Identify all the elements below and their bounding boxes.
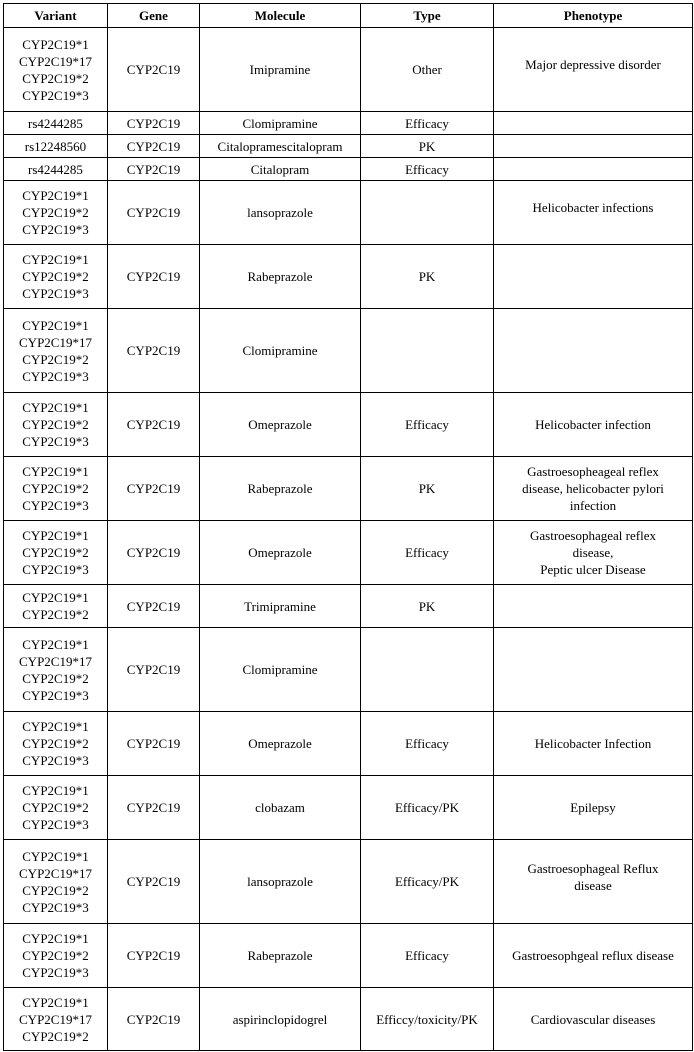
- cell-variant-line: CYP2C19*1: [22, 590, 89, 605]
- cell-molecule: Trimipramine: [200, 585, 361, 628]
- table-row: [4, 712, 693, 776]
- cell-phenotype-line: Gastroesophageal Reflux: [527, 861, 659, 876]
- table-row: [4, 521, 693, 585]
- cell-phenotype-line: disease: [574, 878, 612, 893]
- cell-molecule: Imipramine: [200, 28, 361, 112]
- table-row: [4, 776, 693, 840]
- cell-phenotype: [494, 181, 693, 245]
- cell-gene: CYP2C19: [108, 776, 200, 840]
- cell-molecule: Clomipramine: [200, 112, 361, 135]
- table-body: [4, 28, 693, 1051]
- cell-type: PK: [361, 457, 494, 521]
- cell-variant-line: CYP2C19*3: [22, 899, 89, 915]
- cell-phenotype: [494, 840, 693, 924]
- cell-molecule: Omeprazole: [200, 393, 361, 457]
- table-row: [4, 158, 693, 181]
- table-row: [4, 181, 693, 245]
- cell-phenotype-line: Epilepsy: [570, 800, 616, 815]
- cell-variant-line: CYP2C19*2: [22, 269, 89, 284]
- cell-phenotype: [494, 924, 693, 988]
- cell-variant-line: CYP2C19*1: [22, 994, 89, 1010]
- cell-type: PK: [361, 135, 494, 158]
- table-row: [4, 924, 693, 988]
- cell-type: Efficacy: [361, 112, 494, 135]
- cell-variant-line: CYP2C19*1: [22, 400, 89, 415]
- cell-phenotype-line: disease, helicobacter pylori: [522, 481, 664, 496]
- cell-variant-line: CYP2C19*17: [19, 53, 92, 69]
- cell-phenotype: [494, 393, 693, 457]
- cell-molecule: lansoprazole: [200, 181, 361, 245]
- cell-phenotype: [494, 712, 693, 776]
- cell-phenotype-line: disease,: [572, 545, 614, 560]
- table-row: [4, 628, 693, 712]
- cell-variant-line: CYP2C19*3: [22, 368, 89, 384]
- cell-type: Efficacy: [361, 158, 494, 181]
- cell-gene: CYP2C19: [108, 28, 200, 112]
- cell-type: Efficacy: [361, 712, 494, 776]
- cell-variant-line: CYP2C19*1: [22, 317, 89, 333]
- cell-variant-line: CYP2C19*2: [22, 545, 89, 560]
- cell-variant-line: CYP2C19*2: [22, 736, 89, 751]
- cell-molecule: Citalopram: [200, 158, 361, 181]
- cell-gene: CYP2C19: [108, 924, 200, 988]
- cell-variant-line: CYP2C19*2: [22, 948, 89, 963]
- cell-type: Efficacy/PK: [361, 776, 494, 840]
- cell-type: Other: [361, 28, 494, 112]
- table-row: [4, 457, 693, 521]
- cell-variant: [4, 28, 108, 112]
- cell-variant-line: rs4244285: [28, 161, 83, 177]
- cell-molecule: Citalopramescitalopram: [200, 135, 361, 158]
- cell-type: [361, 181, 494, 245]
- cell-gene: CYP2C19: [108, 988, 200, 1051]
- cell-variant: [4, 988, 108, 1051]
- table-row: [4, 585, 693, 628]
- cell-gene: CYP2C19: [108, 309, 200, 393]
- cell-molecule: lansoprazole: [200, 840, 361, 924]
- cell-variant: [4, 521, 108, 585]
- cell-variant-line: CYP2C19*3: [22, 434, 89, 449]
- cell-variant: [4, 457, 108, 521]
- cell-phenotype: [494, 776, 693, 840]
- table-row: [4, 988, 693, 1051]
- cell-variant-line: rs4244285: [28, 115, 83, 131]
- cell-variant-line: CYP2C19*1: [22, 636, 89, 652]
- cell-phenotype: [494, 158, 693, 181]
- cell-phenotype: [494, 628, 693, 712]
- cell-phenotype-line: Major depressive disorder: [525, 57, 661, 72]
- cell-phenotype-line: Helicobacter Infection: [534, 736, 652, 751]
- cell-phenotype-line: Helicobacter infection: [535, 417, 651, 432]
- cell-phenotype: [494, 521, 693, 585]
- cell-gene: CYP2C19: [108, 135, 200, 158]
- cell-type: Efficcy/toxicity/PK: [361, 988, 494, 1051]
- cell-variant-line: CYP2C19*1: [22, 783, 89, 798]
- cell-variant-line: CYP2C19*17: [19, 653, 92, 669]
- cell-phenotype-line: Gastroesophageal reflex: [530, 528, 656, 543]
- table-row: [4, 245, 693, 309]
- cell-variant: [4, 840, 108, 924]
- cell-variant-line: CYP2C19*2: [22, 417, 89, 432]
- table-row: [4, 309, 693, 393]
- cell-variant-line: CYP2C19*3: [22, 562, 89, 577]
- cell-type: Efficacy: [361, 924, 494, 988]
- cell-phenotype-line: Cardiovascular diseases: [530, 1011, 656, 1027]
- cell-variant: [4, 712, 108, 776]
- cell-type: [361, 628, 494, 712]
- cell-variant-line: CYP2C19*1: [22, 464, 89, 479]
- cell-phenotype-line: infection: [569, 498, 617, 513]
- cell-variant-line: CYP2C19*1: [22, 36, 89, 52]
- cell-variant-line: CYP2C19*3: [22, 498, 89, 513]
- cell-variant-line: CYP2C19*3: [22, 687, 89, 703]
- cell-molecule: Rabeprazole: [200, 457, 361, 521]
- cell-type: Efficacy: [361, 393, 494, 457]
- cell-variant: [4, 309, 108, 393]
- header-row: [4, 4, 693, 28]
- table-row: [4, 28, 693, 112]
- cell-molecule: clobazam: [200, 776, 361, 840]
- cell-variant-line: CYP2C19*2: [22, 70, 89, 86]
- cell-type: Efficacy: [361, 521, 494, 585]
- cell-phenotype: [494, 28, 693, 112]
- cell-variant-line: CYP2C19*17: [19, 865, 92, 881]
- cell-variant-line: CYP2C19*2: [22, 670, 89, 686]
- cell-variant-line: CYP2C19*2: [22, 205, 89, 220]
- cell-phenotype-line: Helicobacter infections: [532, 200, 654, 215]
- cell-variant-line: CYP2C19*3: [22, 87, 89, 103]
- cell-variant: [4, 924, 108, 988]
- cell-gene: CYP2C19: [108, 457, 200, 521]
- cell-gene: CYP2C19: [108, 628, 200, 712]
- cell-variant-line: CYP2C19*3: [22, 222, 89, 237]
- cell-variant-line: CYP2C19*3: [22, 817, 89, 832]
- cell-gene: CYP2C19: [108, 245, 200, 309]
- cell-variant-line: CYP2C19*1: [22, 848, 89, 864]
- cell-variant-line: CYP2C19*1: [22, 252, 89, 267]
- cell-type: PK: [361, 585, 494, 628]
- header-molecule: Molecule: [200, 4, 361, 28]
- cell-variant: [4, 112, 108, 135]
- cell-phenotype: [494, 135, 693, 158]
- cell-phenotype: [494, 585, 693, 628]
- cell-gene: CYP2C19: [108, 158, 200, 181]
- cell-variant-line: CYP2C19*3: [22, 286, 89, 301]
- cell-variant-line: CYP2C19*17: [19, 1011, 92, 1027]
- cell-gene: CYP2C19: [108, 521, 200, 585]
- cell-molecule: Clomipramine: [200, 309, 361, 393]
- cell-variant: [4, 776, 108, 840]
- table-row: [4, 840, 693, 924]
- table-row: [4, 135, 693, 158]
- cell-gene: CYP2C19: [108, 840, 200, 924]
- cell-gene: CYP2C19: [108, 393, 200, 457]
- table-row: [4, 112, 693, 135]
- table-row: [4, 393, 693, 457]
- cell-molecule: Omeprazole: [200, 521, 361, 585]
- cell-variant-line: CYP2C19*1: [22, 719, 89, 734]
- cell-variant: [4, 585, 108, 628]
- cell-molecule: Rabeprazole: [200, 245, 361, 309]
- cell-molecule: Omeprazole: [200, 712, 361, 776]
- cell-variant-line: CYP2C19*3: [22, 753, 89, 768]
- cell-variant: [4, 158, 108, 181]
- cell-variant-line: CYP2C19*17: [19, 334, 92, 350]
- cell-gene: CYP2C19: [108, 181, 200, 245]
- cell-variant: [4, 245, 108, 309]
- cell-variant-line: CYP2C19*2: [22, 1028, 89, 1044]
- cell-variant: [4, 393, 108, 457]
- cell-variant: [4, 135, 108, 158]
- cell-type: PK: [361, 245, 494, 309]
- cell-variant-line: CYP2C19*2: [22, 800, 89, 815]
- cell-phenotype-line: Gastroesophgeal reflux disease: [512, 948, 674, 963]
- table-header: [4, 4, 693, 28]
- cell-variant: [4, 628, 108, 712]
- cell-gene: CYP2C19: [108, 112, 200, 135]
- cell-gene: CYP2C19: [108, 585, 200, 628]
- header-variant: Variant: [4, 4, 108, 28]
- cell-variant-line: CYP2C19*1: [22, 528, 89, 543]
- cell-molecule: aspirinclopidogrel: [200, 988, 361, 1051]
- cell-variant: [4, 181, 108, 245]
- cell-type: Efficacy/PK: [361, 840, 494, 924]
- cell-variant-line: CYP2C19*2: [22, 481, 89, 496]
- cell-variant-line: CYP2C19*2: [22, 607, 89, 622]
- cell-variant-line: CYP2C19*1: [22, 931, 89, 946]
- cell-phenotype-line: Peptic ulcer Disease: [540, 562, 646, 577]
- header-phenotype: Phenotype: [494, 4, 693, 28]
- cell-phenotype-line: Gastroesopheageal reflex: [527, 464, 659, 479]
- cell-phenotype: [494, 988, 693, 1051]
- cell-variant-line: CYP2C19*2: [22, 351, 89, 367]
- cell-molecule: Clomipramine: [200, 628, 361, 712]
- cell-molecule: Rabeprazole: [200, 924, 361, 988]
- cell-phenotype: [494, 112, 693, 135]
- cell-variant-line: rs12248560: [24, 138, 87, 154]
- pharmacogenomics-table: [3, 3, 693, 1051]
- cell-phenotype: [494, 457, 693, 521]
- cell-variant-line: CYP2C19*3: [22, 965, 89, 980]
- cell-gene: CYP2C19: [108, 712, 200, 776]
- header-gene: Gene: [108, 4, 200, 28]
- cell-variant-line: CYP2C19*1: [22, 188, 89, 203]
- header-type: Type: [361, 4, 494, 28]
- cell-type: [361, 309, 494, 393]
- cell-variant-line: CYP2C19*2: [22, 882, 89, 898]
- cell-phenotype: [494, 309, 693, 393]
- cell-phenotype: [494, 245, 693, 309]
